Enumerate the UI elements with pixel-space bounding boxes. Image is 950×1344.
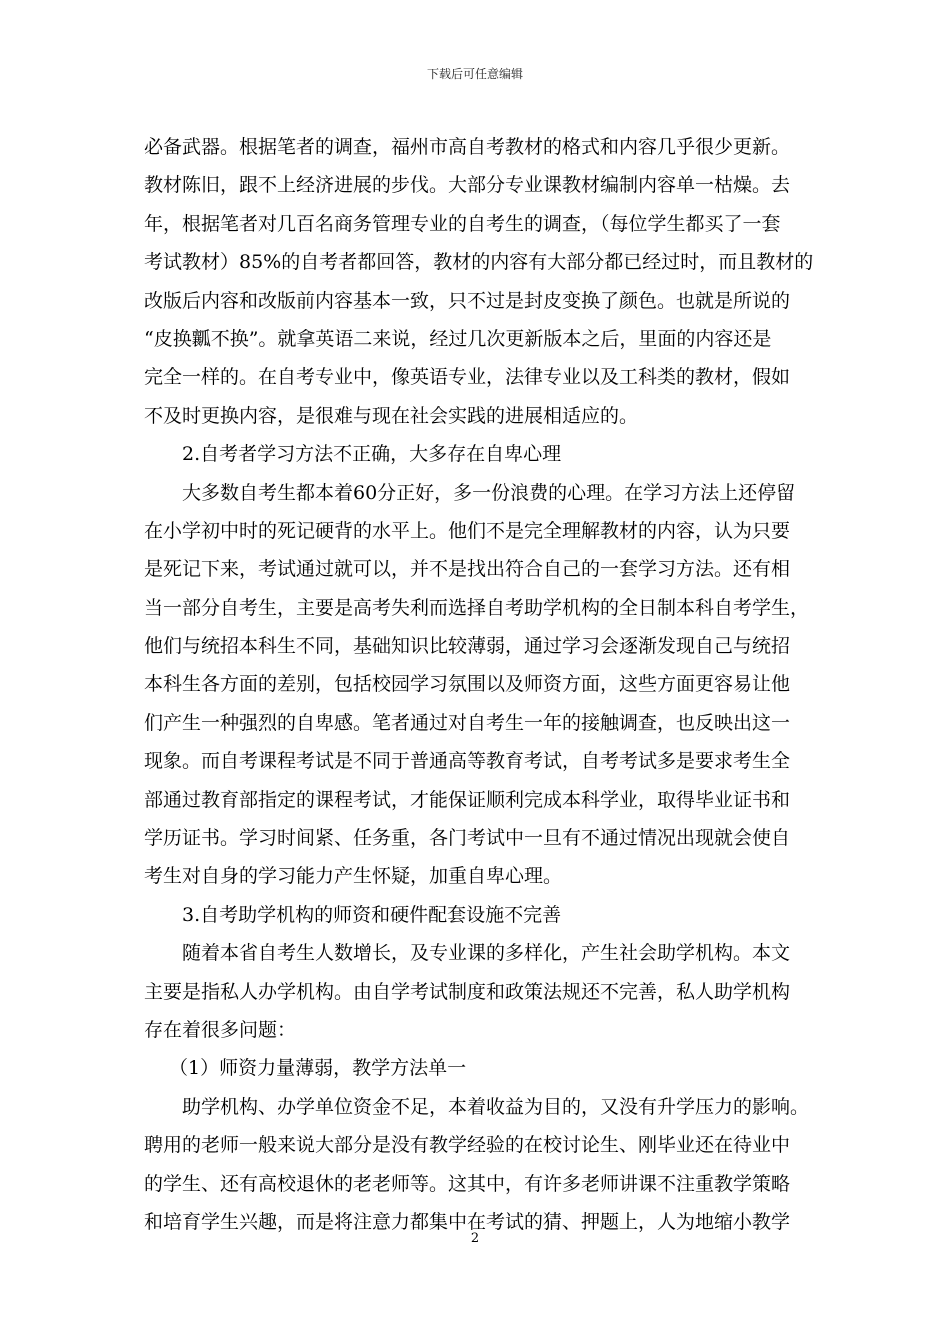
text-line: 存在着很多问题：	[144, 1018, 297, 1041]
text-line: 教材陈旧，跟不上经济进展的步伐。大部分专业课教材编制内容单一枯燥。去	[144, 174, 791, 197]
text-line: 本科生各方面的差别，包括校园学习氛围以及师资方面，这些方面更容易让他	[144, 673, 791, 696]
text-line: 必备武器。根据笔者的调查，福州市高自考教材的格式和内容几乎很少更新。	[144, 136, 791, 158]
text-line: 学历证书。学习时间紧、任务重，各门考试中一旦有不通过情况出现就会使自	[144, 827, 791, 850]
text-line: 助学机构、办学单位资金不足，本着收益为目的，又没有升学压力的影响。	[182, 1095, 810, 1118]
text-line: 2.自考者学习方法不正确，大多存在自卑心理	[182, 443, 562, 466]
body-text	[144, 128, 814, 1241]
text-line: 现象。而自考课程考试是不同于普通高等教育考试，自考考试多是要求考生全	[144, 750, 791, 773]
text-line: 完全一样的。在自考专业中，像英语专业，法律专业以及工科类的教材，假如	[144, 366, 791, 389]
text-line: 改版后内容和改版前内容基本一致，只不过是封皮变换了颜色。也就是所说的	[144, 289, 791, 312]
text-line: 是死记下来，考试通过就可以，并不是找出符合自己的一套学习方法。还有相	[144, 558, 791, 581]
text-line: 们产生一种强烈的自卑感。笔者通过对自考生一年的接触调查，也反映出这一	[144, 711, 791, 734]
text-line: 随着本省自考生人数增长，及专业课的多样化，产生社会助学机构。本文	[182, 942, 791, 965]
text-line: 主要是指私人办学机构。由自学考试制度和政策法规还不完善，私人助学机构	[144, 980, 791, 1003]
text-line: 考试教材）85%的自考者都回答，教材的内容有大部分都已经过时，而且教材的	[144, 251, 814, 274]
text-line: 考生对自身的学习能力产生怀疑，加重自卑心理。	[144, 865, 563, 888]
text-line: 3.自考助学机构的师资和硬件配套设施不完善	[182, 903, 562, 926]
text-line: 部通过教育部指定的课程考试，才能保证顺利完成本科学业，取得毕业证书和	[144, 788, 791, 811]
page-header: 下载后可任意编辑	[426, 67, 523, 81]
text-line: 不及时更换内容，是很难与现在社会实践的进展相适应的。	[144, 404, 639, 427]
text-line: 和培育学生兴趣，而是将注意力都集中在考试的猜、押题上，人为地缩小教学	[144, 1210, 791, 1233]
text-line: 聘用的老师一般来说大部分是没有教学经验的在校讨论生、刚毕业还在待业中	[144, 1134, 791, 1157]
text-line: 的学生、还有高校退休的老老师等。这其中，有许多老师讲课不注重教学策略	[144, 1172, 791, 1195]
text-line: （1）师资力量薄弱，教学方法单一	[169, 1057, 467, 1080]
text-line: 当一部分自考生，主要是高考失利而选择自考助学机构的全日制本科自考学生，	[144, 596, 810, 619]
text-line: 年，根据笔者对几百名商务管理专业的自考生的调查，（每位学生都买了一套	[144, 212, 781, 235]
page-number: 2	[470, 1231, 480, 1246]
text-line: 大多数自考生都本着60分正好，多一份浪费的心理。在学习方法上还停留	[182, 481, 796, 504]
text-line: 在小学初中时的死记硬背的水平上。他们不是完全理解教材的内容，认为只要	[144, 519, 791, 542]
text-line: “皮换瓤不换”。就拿英语二来说，经过几次更新版本之后，里面的内容还是	[144, 327, 772, 350]
text-line: 他们与统招本科生不同，基础知识比较薄弱，通过学习会逐渐发现自己与统招	[144, 635, 791, 658]
